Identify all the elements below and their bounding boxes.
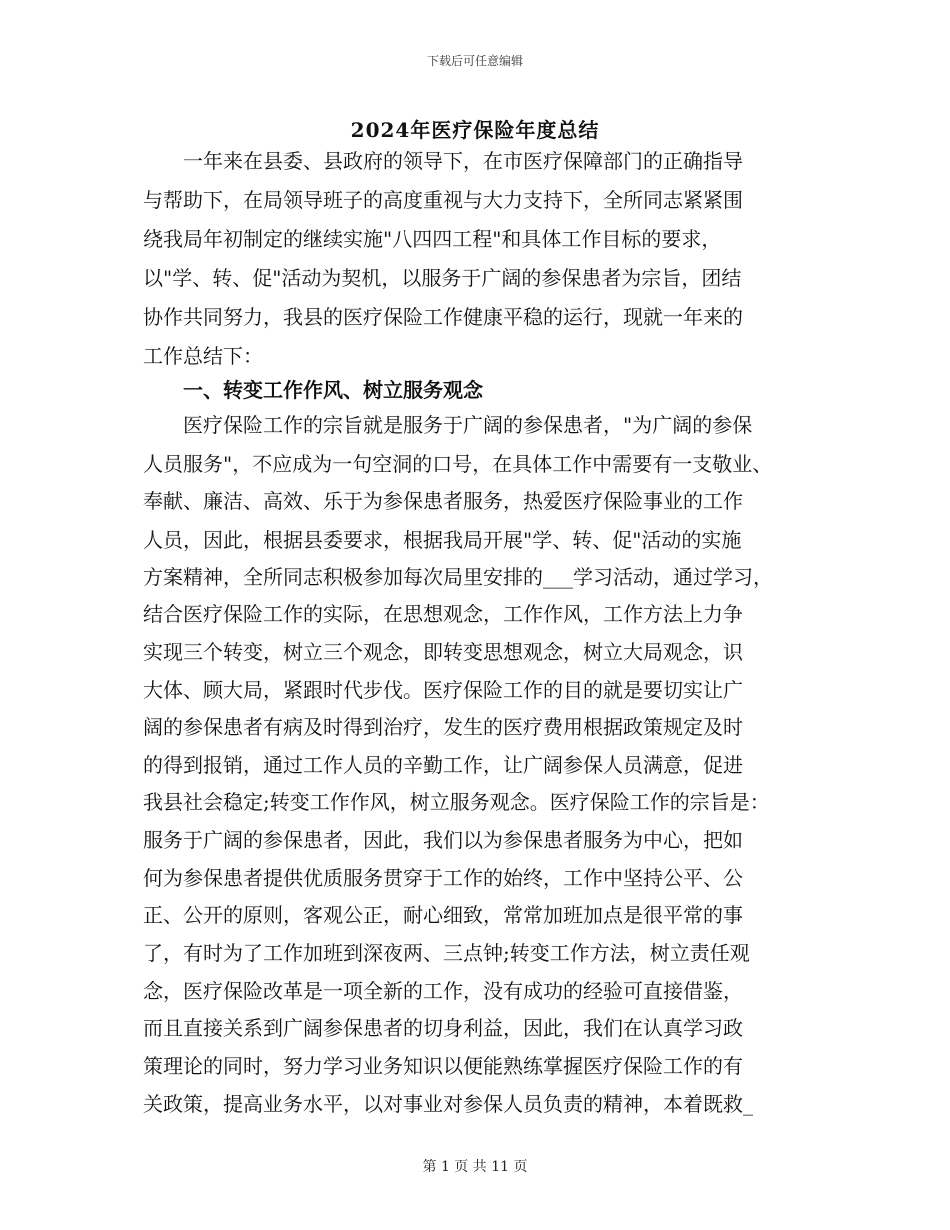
body-line: 医疗保险工作的宗旨就是服务于广阔的参保患者，"为广阔的参保 (183, 413, 753, 437)
body-line: 结合医疗保险工作的实际，在思想观念，工作作风，工作方法上力争 (143, 602, 743, 626)
body-line: 何为参保患者提供优质服务贯穿于工作的始终，工作中坚持公平、公 (143, 866, 743, 890)
page-number: 第 1 页 共 11 页 (422, 1159, 528, 1175)
body-line: 一年来在县委、县政府的领导下，在市医疗保障部门的正确指导 (183, 149, 743, 173)
body-line: 正、公开的原则，客观公正，耐心细致，常常加班加点是很平常的事 (143, 903, 743, 927)
body-line: 服务于广阔的参保患者，因此，我们以为参保患者服务为中心，把如 (143, 828, 743, 852)
body-line: 大体、顾大局，紧跟时代步伐。医疗保险工作的目的就是要切实让广 (143, 678, 743, 702)
body-line: 而且直接关系到广阔参保患者的切身利益，因此，我们在认真学习政 (143, 1016, 743, 1040)
body-line: 我县社会稳定;转变工作作风，树立服务观念。医疗保险工作的宗旨是： (143, 790, 770, 814)
body-line: 与帮助下，在局领导班子的高度重视与大力支持下，全所同志紧紧围 (143, 188, 743, 212)
section-heading: 一、转变工作作风、树立服务观念 (183, 378, 483, 402)
body-line: 人员服务"，不应成为一句空洞的口号，在具体工作中需要有一支敬业、 (143, 452, 773, 476)
body-line: 以"学、转、促"活动为契机，以服务于广阔的参保患者为宗旨，团结 (143, 266, 742, 290)
header-note: 下载后可任意编辑 (426, 54, 523, 68)
body-line: 工作总结下： (143, 344, 263, 368)
body-line: 奉献、廉洁、高效、乐于为参保患者服务，热爱医疗保险事业的工作 (143, 489, 743, 513)
body-line: 绕我局年初制定的继续实施"八四四工程"和具体工作目标的要求， (143, 227, 722, 251)
body-line: 关政策，提高业务水平，以对事业对参保人员负责的精神，本着既救_ (143, 1092, 753, 1116)
body-line: 方案精神，全所同志积极参加每次局里安排的___学习活动，通过学习， (143, 565, 773, 589)
body-line: 的得到报销，通过工作人员的辛勤工作，让广阔参保人员满意，促进 (143, 753, 743, 777)
body-line: 念，医疗保险改革是一项全新的工作，没有成功的经验可直接借鉴， (143, 979, 743, 1003)
body-line: 了，有时为了工作加班到深夜两、三点钟;转变工作方法，树立责任观 (143, 941, 750, 965)
body-line: 人员，因此，根据县委要求，根据我局开展"学、转、促"活动的实施 (143, 528, 742, 552)
body-line: 实现三个转变，树立三个观念，即转变思想观念，树立大局观念，识 (143, 640, 743, 664)
body-line: 阔的参保患者有病及时得到治疗，发生的医疗费用根据政策规定及时 (143, 715, 743, 739)
body-line: 策理论的同时，努力学习业务知识以便能熟练掌握医疗保险工作的有 (143, 1054, 743, 1078)
body-line: 协作共同努力，我县的医疗保险工作健康平稳的运行，现就一年来的 (143, 305, 743, 329)
document-title: 2024年医疗保险年度总结 (350, 118, 600, 142)
